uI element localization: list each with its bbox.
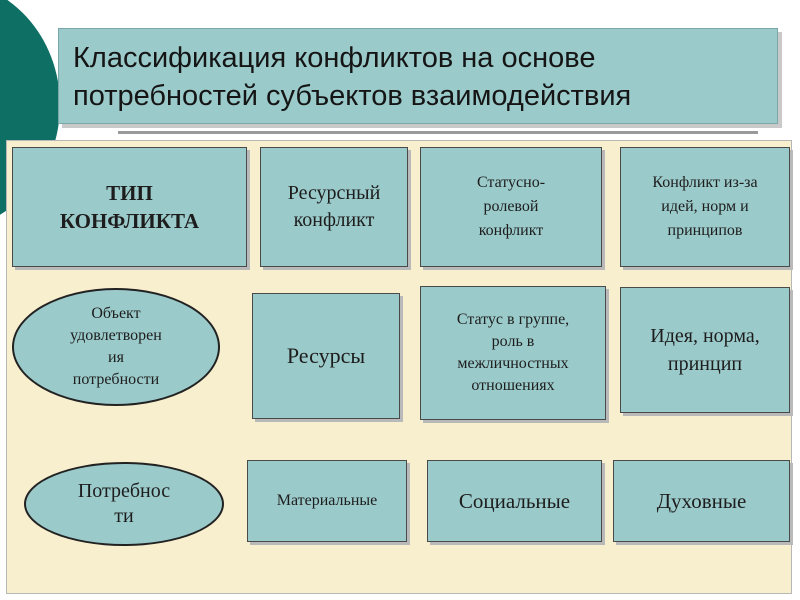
resource-conflict-box: Ресурсный конфликт xyxy=(260,147,408,267)
status-role-conflict-box: Статусно- ролевой конфликт xyxy=(420,147,602,267)
idea-norm-box: Идея, норма, принцип xyxy=(620,287,790,413)
material-box: Материальные xyxy=(247,460,407,542)
object-ellipse: Объект удовлетворен ия потребности xyxy=(12,288,220,406)
type-header-box: ТИП КОНФЛИКТА xyxy=(12,147,247,267)
title-underline xyxy=(118,131,758,134)
status-group-box: Статус в группе, роль в межличностных отношениях xyxy=(420,286,606,420)
resources-box: Ресурсы xyxy=(252,293,400,419)
ideas-conflict-box: Конфликт из-за идей, норм и принципов xyxy=(620,147,790,267)
social-box: Социальные xyxy=(427,460,602,542)
title-box xyxy=(58,28,778,124)
needs-ellipse: Потребнос ти xyxy=(24,462,224,546)
slide-title: Классификация конфликтов на основе потребностей субъектов взаимодействия xyxy=(73,42,632,112)
spiritual-box: Духовные xyxy=(613,460,790,542)
